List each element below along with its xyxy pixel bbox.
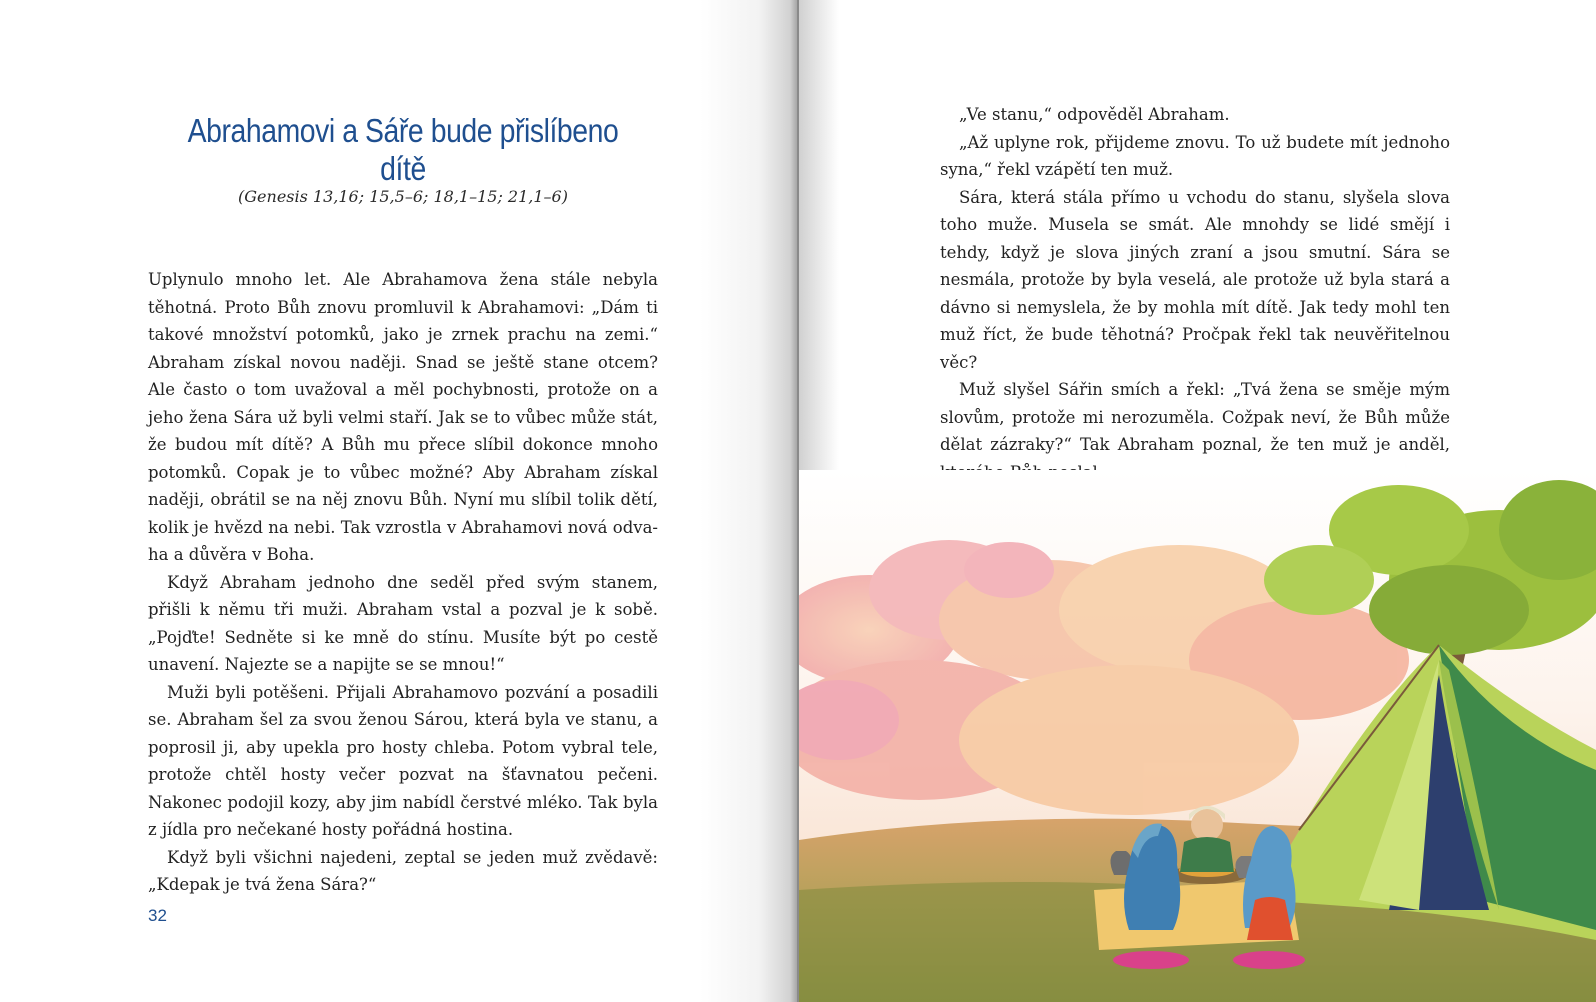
paragraph: Muži byli potěšeni. Přijali Abrahamovo pozvání a posadili se. Abraham šel za svou ženou Sárou, která byla ve stanu, a poprosil ji, aby upekla pro hosty chleba. Potom vybral tele, protože chtěl hosty večer pozvat na šťavnatou pečeni. Nakonec podojil kozy, aby jim nabídl čerstvé mléko. Tak byla z jídla pro nečekané hosty pořádná hostina. bbox=[148, 682, 658, 839]
chapter-title: Abrahamovi a Sáře bude přislíbeno dítě bbox=[187, 112, 619, 187]
paragraph: Muž slyšel Sářin smích a řekl: „Tvá žena se směje mým slovům, protože mi nerozuměla. Cožpak neví, že Bůh může dělat zázraky?“ Tak Abraham poznal, že ten muž je anděl, bbox=[940, 380, 1450, 454]
scripture-reference: (Genesis 13,16; 15,5–6; 18,1–15; 21,1–6) bbox=[238, 187, 568, 206]
paragraph: Sára, která stála přímo u vchodu do stanu, slyšela slova toho muže. Musela se smát. Ale mnohdy se lidé smějí i tehdy, když je slova jiných zraní a jsou smutní. Sára se nesmála, protože by byla veselá, ale protože už byla stará a dávno si nemyslela, že by mohla mít dítě. Jak tedy mohl ten muž říct, že bude těhotná? Pročpak řekl tak neuvěřitelnou věc? bbox=[940, 187, 1450, 372]
paragraph: Když byli všichni najedeni, zeptal se jeden muž zvědavě: „Kdepak je tvá žena Sára?“ bbox=[148, 847, 658, 894]
gutter-shadow bbox=[700, 0, 798, 1002]
illustration-abraham-visitors bbox=[799, 470, 1596, 1002]
paragraph: Když Abraham jednoho dne seděl před svým stanem, přišli k němu tři muži. Abraham vstal a pozval je k sobě. „Pojďte! Sedněte si ke mně do stínu. Musíte být po cestě unavení. Najezte se a napijte se se mnou!“ bbox=[148, 572, 658, 674]
left-page bbox=[0, 0, 782, 1002]
left-body-text bbox=[148, 266, 658, 899]
paragraph: Uplynulo mnoho let. Ale Abrahamova žena stále nebyla těhotná. Proto Bůh znovu promluvil k Abrahamovi: „Dám ti takové množství potomků, jako je zrnek prachu na zemi.“ Abraham získal novou naději. Snad se ještě stane otcem? Ale často o tom uvažoval a měl pochybnosti, protože on a jeho žena Sára už byli velmi staří. Jak se to vůbec může stát, že budou mít dítě? A Bůh mu přece slíbil dokonce mnoho potomků. Copak je to vůbec možné? Aby Abraham získal naději, obrátil se na něj znovu Bůh. Nyní mu slíbil tolik dětí, kolik je hvězd na nebi. Tak vzrostla v Abrahamovi nová odvaha a důvěra v Boha. bbox=[148, 270, 658, 564]
page-number: 32 bbox=[148, 906, 167, 925]
paragraph: „Až uplyne rok, přijdeme znovu. To už budete mít jednoho syna,“ řekl vzápětí ten muž. bbox=[940, 132, 1450, 179]
paragraph: „Ve stanu,“ odpověděl Abraham. bbox=[959, 105, 1230, 124]
